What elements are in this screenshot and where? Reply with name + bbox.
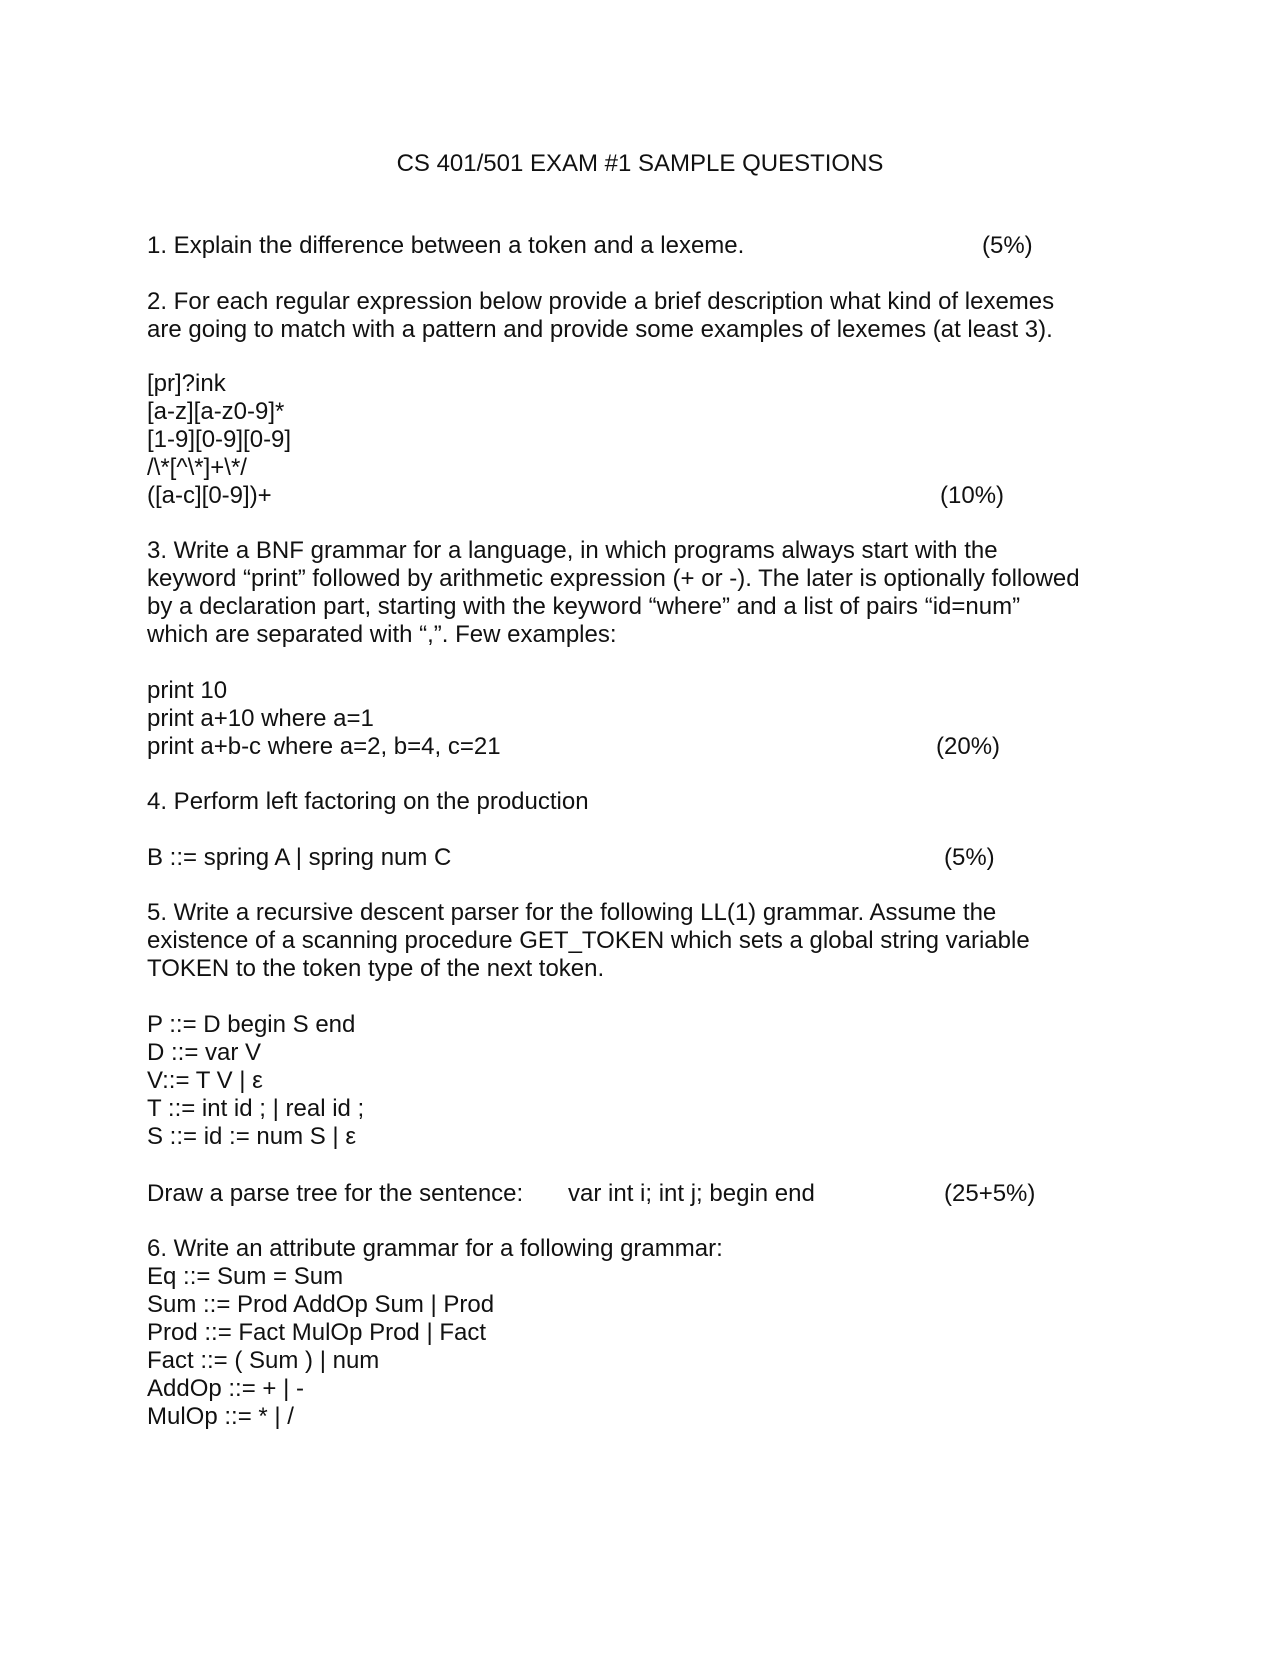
question-3-line-3: by a declaration part, starting with the keyword “where” and a list of pairs “id=num” bbox=[147, 593, 1021, 620]
question-3-line-4: which are separated with “,”. Few examples: bbox=[147, 621, 617, 648]
regex-2: [a-z][a-z0-9]* bbox=[147, 398, 285, 425]
production-rule: B ::= spring A | spring num C bbox=[147, 844, 452, 871]
attr-grammar-prod: Prod ::= Fact MulOp Prod | Fact bbox=[147, 1319, 487, 1346]
grammar-rule-d: D ::= var V bbox=[147, 1039, 262, 1066]
question-2-line-2: are going to match with a pattern and provide some examples of lexemes (at least 3). bbox=[147, 316, 1053, 343]
question-1-points: (5%) bbox=[982, 232, 1033, 259]
parse-tree-prompt: Draw a parse tree for the sentence: bbox=[147, 1180, 524, 1207]
page-title: CS 401/501 EXAM #1 SAMPLE QUESTIONS bbox=[396, 150, 884, 177]
attr-grammar-addop: AddOp ::= + | - bbox=[147, 1375, 304, 1402]
question-5-line-1: 5. Write a recursive descent parser for the following LL(1) grammar. Assume the bbox=[147, 899, 997, 926]
regex-3: [1-9][0-9][0-9] bbox=[147, 426, 292, 453]
attr-grammar-sum: Sum ::= Prod AddOp Sum | Prod bbox=[147, 1291, 495, 1318]
regex-5: ([a-c][0-9])+ bbox=[147, 482, 272, 509]
question-4-points: (5%) bbox=[944, 844, 995, 871]
regex-1: [pr]?ink bbox=[147, 370, 226, 397]
question-5-line-3: TOKEN to the token type of the next token. bbox=[147, 955, 605, 982]
question-5-line-2: existence of a scanning procedure GET_TOKEN which sets a global string variable bbox=[147, 927, 1030, 954]
regex-4: /\*[^\*]+\*/ bbox=[147, 454, 247, 481]
example-2: print a+10 where a=1 bbox=[147, 705, 374, 732]
question-6-text: 6. Write an attribute grammar for a following grammar: bbox=[147, 1235, 723, 1262]
attr-grammar-mulop: MulOp ::= * | / bbox=[147, 1403, 294, 1430]
attr-grammar-fact: Fact ::= ( Sum ) | num bbox=[147, 1347, 380, 1374]
question-4-text: 4. Perform left factoring on the production bbox=[147, 788, 589, 815]
grammar-rule-v: V::= T V | ε bbox=[147, 1067, 263, 1094]
grammar-rule-s: S ::= id := num S | ε bbox=[147, 1123, 357, 1150]
question-3-points: (20%) bbox=[936, 733, 1001, 760]
question-2-line-1: 2. For each regular expression below provide a brief description what kind of lexemes bbox=[147, 288, 1055, 315]
question-1-text: 1. Explain the difference between a token and a lexeme. bbox=[147, 232, 745, 259]
grammar-rule-p: P ::= D begin S end bbox=[147, 1011, 356, 1038]
question-3-line-1: 3. Write a BNF grammar for a language, in which programs always start with the bbox=[147, 537, 998, 564]
example-3: print a+b-c where a=2, b=4, c=21 bbox=[147, 733, 501, 760]
attr-grammar-eq: Eq ::= Sum = Sum bbox=[147, 1263, 344, 1290]
question-5-points: (25+5%) bbox=[944, 1180, 1036, 1207]
question-3-line-2: keyword “print” followed by arithmetic expression (+ or -). The later is optionally followed bbox=[147, 565, 1080, 592]
example-1: print 10 bbox=[147, 677, 228, 704]
question-2-points: (10%) bbox=[940, 482, 1005, 509]
grammar-rule-t: T ::= int id ; | real id ; bbox=[147, 1095, 365, 1122]
parse-tree-sentence: var int i; int j; begin end bbox=[568, 1180, 815, 1207]
